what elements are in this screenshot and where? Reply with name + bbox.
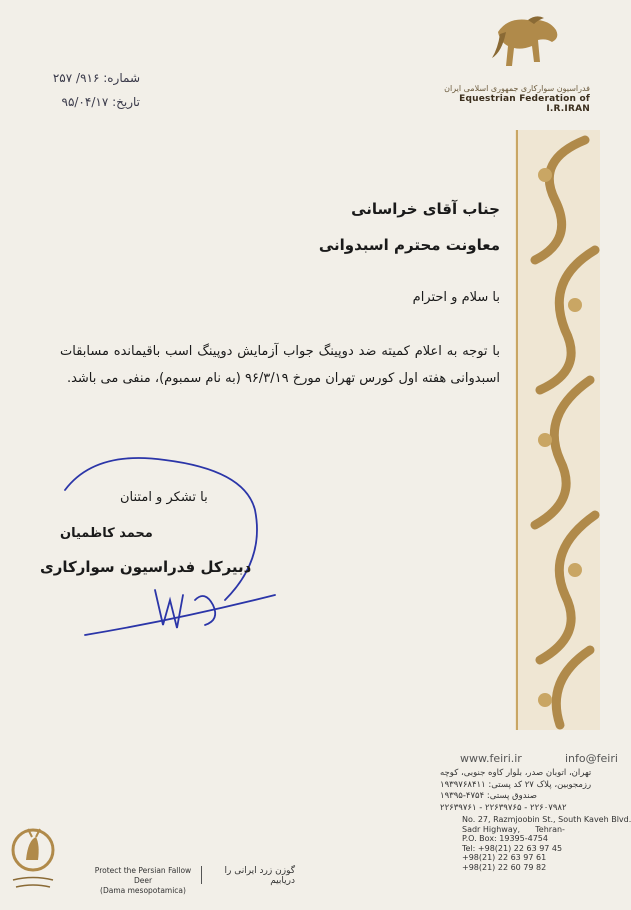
closing: با تشکر و امتنان (120, 490, 208, 505)
reference-date: تاریخ: ۹۵/۰۴/۱۷ (61, 95, 140, 109)
federation-name-fa: فدراسیون سوارکاری جمهوری اسلامی ایران (444, 84, 590, 93)
address-en-line: +98(21) 22 63 97 61 (462, 853, 547, 862)
address-fa-line: ۲۲۶۰۷۹۸۲ - ۲۲۶۳۹۷۶۵ - ۲۲۶۳۹۷۶۱ (440, 802, 567, 813)
tehran-label: Tehran- (535, 824, 565, 834)
address-en-line: +98(21) 22 60 79 82 (462, 862, 547, 872)
letter-body: با توجه به اعلام کمیته ضد دوپینگ جواب آزمایش دوپینگ اسب باقیمانده مسابقات اسبدوانی هفته اول کورس تهران مورخ ۹۶/۳/۱۹ (به نام سمبوم)، منفی می باشد. (60, 344, 500, 386)
addressee: جناب آقای خراسانی (351, 200, 500, 218)
greeting: با سلام و احترام (412, 290, 500, 305)
divider (201, 866, 202, 884)
address-fa-line: رزمجوبین، پلاک ۲۷ کد پستی: ۱۹۳۹۷۶۸۴۱۱ (440, 779, 592, 790)
address-en-line: Tel: +98(21) 22 63 97 45 (462, 843, 563, 853)
deer-slogan-en-line2: (Dama mesopotamica) (100, 886, 186, 895)
reference-block (30, 66, 140, 114)
federation-name-en: Equestrian Federation of I.R.IRAN (459, 94, 590, 114)
address-en-line: Sadr Highway, Tehran- (462, 824, 565, 834)
address-en-line: P.O. Box: 19395-4754 (462, 834, 548, 843)
address-fa-line: صندوق پستی: ۴۷۵۴-۱۹۳۹۵ (440, 791, 537, 801)
address-en-line: No. 27, Razmjoobin St., South Kaveh Blvd. (462, 815, 631, 824)
addressee-title: معاونت محترم اسبدوانی (318, 236, 500, 254)
deer-slogan-en-line1: Protect the Persian Fallow Deer (94, 866, 192, 885)
deer-slogan-en (88, 866, 198, 896)
signer-name: محمد کاظمیان (60, 526, 153, 541)
email: info@feiri (565, 752, 618, 765)
ornament-border-icon (515, 130, 600, 730)
reference-number: شماره: ۹۱۶/ ۲۵۷ (52, 71, 140, 85)
signer-title: دبیرکل فدراسیون سوارکاری (40, 558, 252, 576)
address-fa-line: تهران، اتوبان صدر، بلوار کاوه جنوبی، کوچه (440, 768, 592, 778)
horse-logo-icon (478, 12, 568, 84)
deer-logo-icon (8, 825, 58, 895)
address-en (462, 815, 631, 872)
address-fa (440, 768, 600, 814)
website: www.feiri.ir (460, 752, 522, 765)
deer-slogan-fa: گوزن زرد ایرانی را دریابیم (224, 866, 295, 886)
